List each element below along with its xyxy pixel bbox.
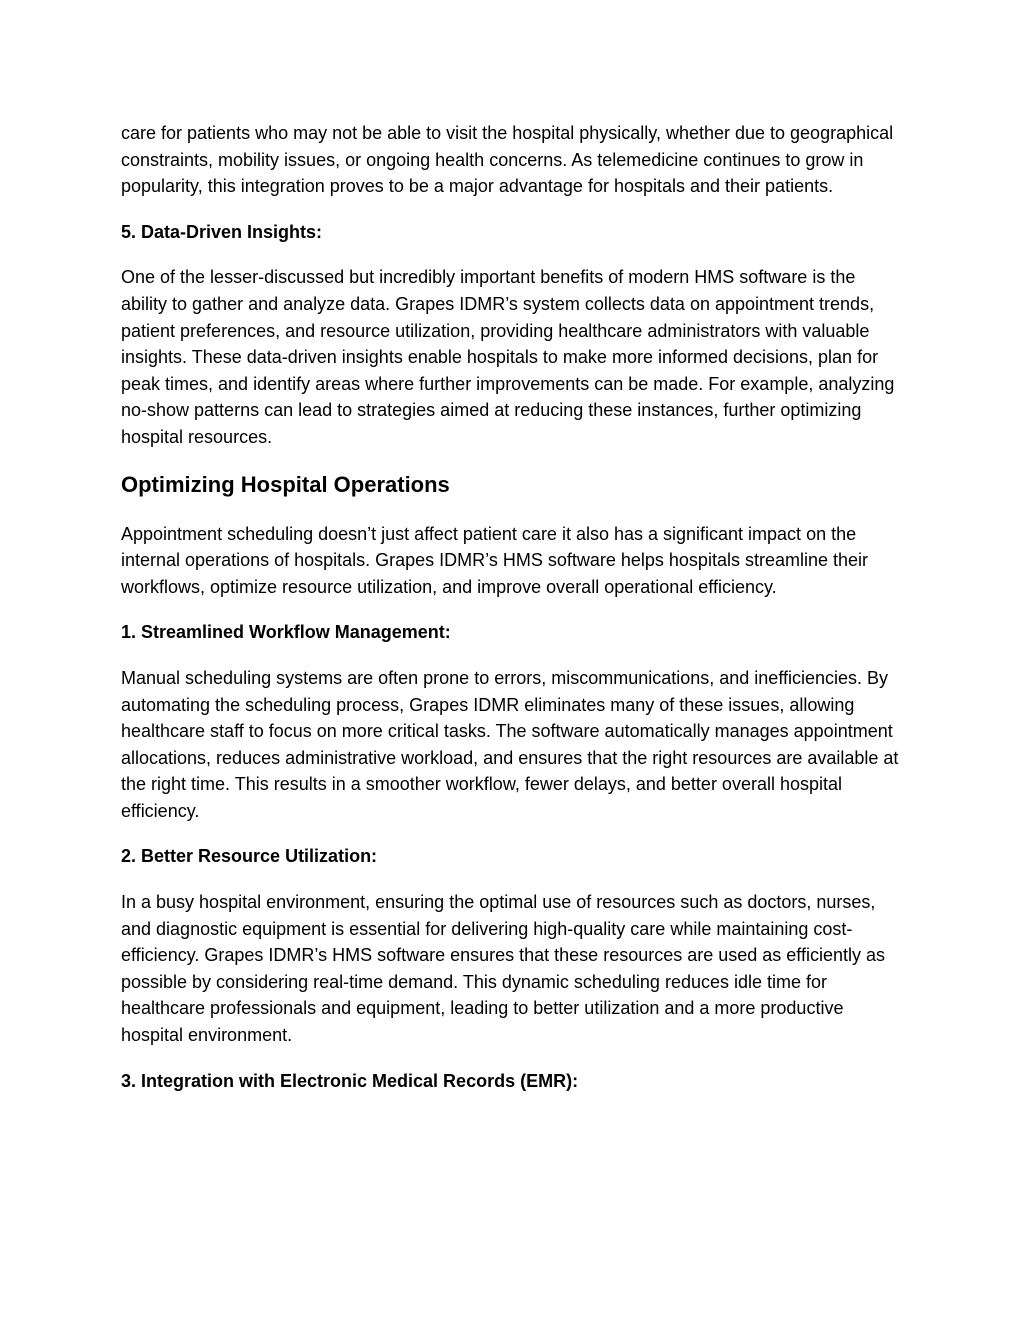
paragraph-better-resource-utilization: In a busy hospital environment, ensuring the optimal use of resources such as doctors, nurses, and diagnostic equipment is essential for delivering high-quality care while maintaining cost-efficiency. Grapes IDMR’s HMS software ensures that these resources are used as efficiently as possible by considering real-time demand. This dynamic scheduling reduces idle time for healthcare professionals and equipment, leading to better utilization and a more productive hospital environment. <box>121 892 886 1046</box>
heading-data-driven-insights: 5. Data-Driven Insights: <box>121 221 323 242</box>
heading-emr-integration: 3. Integration with Electronic Medical Records (EMR): <box>121 1070 579 1091</box>
paragraph-optimizing-operations: Appointment scheduling doesn’t just affect patient care it also has a significant impact on the internal operations of hospitals. Grapes IDMR’s HMS software helps hospitals streamline their workflows, optimize resource utilization, and improve overall operational efficiency. <box>121 523 868 597</box>
paragraph-streamlined-workflow: Manual scheduling systems are often prone to errors, miscommunications, and inefficiencies. By automating the scheduling process, Grapes IDMR eliminates many of these issues, allowing healthcare staff to focus on more critical tasks. The software automatically manages appointment allocations, reduces administrative workload, and ensures that the right resources are available at the right time. This results in a smoother workflow, fewer delays, and better overall hospital efficiency. <box>121 667 899 821</box>
heading-streamlined-workflow: 1. Streamlined Workflow Management: <box>121 622 451 643</box>
paragraph-telemedicine-continued: care for patients who may not be able to visit the hospital physically, whether due to geographical constraints, mobility issues, or ongoing health concerns. As telemedicine continues to grow in popularity, this integration proves to be a major advantage for hospitals and their patients. <box>121 123 894 197</box>
heading-optimizing-hospital-operations: Optimizing Hospital Operations <box>121 471 450 497</box>
paragraph-data-driven-insights: One of the lesser-discussed but incredibly important benefits of modern HMS software is the ability to gather and analyze data. Grapes IDMR’s system collects data on appointment trends, patient preferences, and resource utilization, providing healthcare administrators with valuable insights. These data-driven insights enable hospitals to make more informed decisions, plan for peak times, and identify areas where further improvements can be made. For example, analyzing no-show patterns can lead to strategies aimed at reducing these instances, further optimizing hospital resources. <box>121 267 895 447</box>
heading-better-resource-utilization: 2. Better Resource Utilization: <box>121 846 378 867</box>
document-page <box>121 120 906 1113</box>
